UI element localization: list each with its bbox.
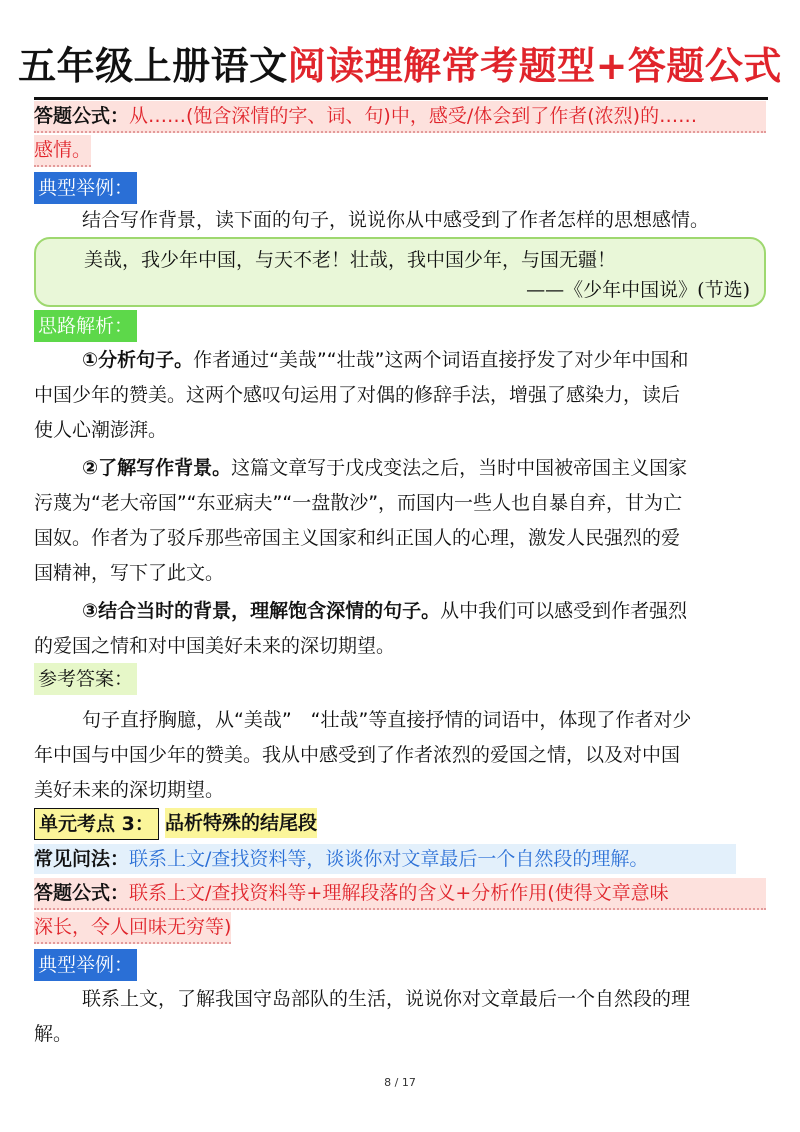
formula2-text1: 联系上文/查找资料等+理解段落的含义+分析作用(使得文章意味 (129, 882, 669, 904)
formula2-line2 (34, 912, 231, 944)
analysis-p2-text1: 这篇文章写于戊戌变法之后，当时中国被帝国主义国家 (231, 457, 688, 479)
quote-box (34, 237, 766, 307)
analysis-p1-line2: 中国少年的赞美。这两个感叹句运用了对偶的修辞手法，增强了感染力，读后 (34, 384, 681, 406)
analysis-p1-line3: 使人心潮澎湃。 (34, 419, 168, 441)
example2-line1: 联系上文，了解我国守岛部队的生活，说说你对文章最后一个自然段的理 (82, 988, 691, 1010)
analysis-p1-line1 (82, 345, 688, 375)
formula1-line1 (34, 101, 766, 133)
common-question (34, 844, 736, 874)
title-divider (34, 97, 768, 100)
analysis-p2-line3: 国奴。作者为了驳斥那些帝国主义国家和纠正国人的心理，激发人民强烈的爱 (34, 527, 681, 549)
example1-question: 结合写作背景，读下面的句子，说说你从中感受到了作者怎样的思想感情。 (82, 209, 710, 231)
formula1-text2: 感情。 (34, 139, 92, 161)
analysis-tag: 思路解析： (34, 310, 137, 342)
analysis-p2-line4: 国精神，写下了此文。 (34, 562, 225, 584)
page-number: 8 / 17 (384, 1076, 416, 1089)
example2-line2: 解。 (34, 1023, 73, 1045)
analysis-p3-heading: ③结合当时的背景，理解饱含深情的句子。 (82, 600, 441, 622)
analysis-p2-line1 (82, 453, 687, 483)
analysis-p3-line1 (82, 596, 687, 626)
formula1-line2 (34, 135, 91, 167)
analysis-p1-heading: ①分析句子。 (82, 349, 194, 371)
analysis-p3-text1: 从中我们可以感受到作者强烈 (440, 600, 688, 622)
title-black: 五年级上册语文 (18, 44, 288, 88)
formula2-label: 答题公式： (34, 882, 130, 904)
answer-line2: 年中国与中国少年的赞美。我从中感受到了作者浓烈的爱国之情，以及对中国 (34, 744, 681, 766)
formula2-text2: 深长，令人回味无穷等) (34, 916, 232, 938)
common-question-label: 常见问法： (34, 848, 130, 870)
common-question-text: 联系上文/查找资料等，谈谈你对文章最后一个自然段的理解。 (129, 848, 649, 870)
analysis-p3-line2: 的爱国之情和对中国美好未来的深切期望。 (34, 635, 396, 657)
analysis-p1-text1: 作者通过“美哉”“壮哉”这两个词语直接抒发了对少年中国和 (193, 349, 689, 371)
formula2-line1 (34, 878, 766, 910)
formula1-text1: 从……(饱含深情的字、词、句)中，感受/体会到了作者(浓烈)的…… (129, 105, 698, 127)
page-title (0, 38, 800, 94)
answer-tag: 参考答案： (34, 663, 137, 695)
answer-line1: 句子直抒胸臆，从“美哉” “壮哉”等直接抒情的词语中，体现了作者对少 (82, 709, 692, 731)
formula1-label: 答题公式： (34, 105, 130, 127)
example2-tag: 典型举例： (34, 949, 137, 981)
answer-line3: 美好未来的深切期望。 (34, 779, 225, 801)
title-red: 阅读理解常考题型+答题公式 (287, 44, 782, 88)
example1-tag: 典型举例： (34, 172, 137, 204)
unit3-title: 品析特殊的结尾段 (165, 808, 317, 838)
analysis-p2-heading: ②了解写作背景。 (82, 457, 232, 479)
analysis-p2-line2: 污蔑为“老大帝国”“东亚病夫”“一盘散沙”，而国内一些人也自暴自弃，甘为亡 (34, 492, 683, 514)
quote-text: 美哉，我少年中国，与天不老！壮哉，我中国少年，与国无疆！ (84, 249, 617, 271)
quote-source: ——《少年中国说》(节选) (526, 279, 750, 301)
unit3-tag: 单元考点 3： (34, 808, 159, 840)
